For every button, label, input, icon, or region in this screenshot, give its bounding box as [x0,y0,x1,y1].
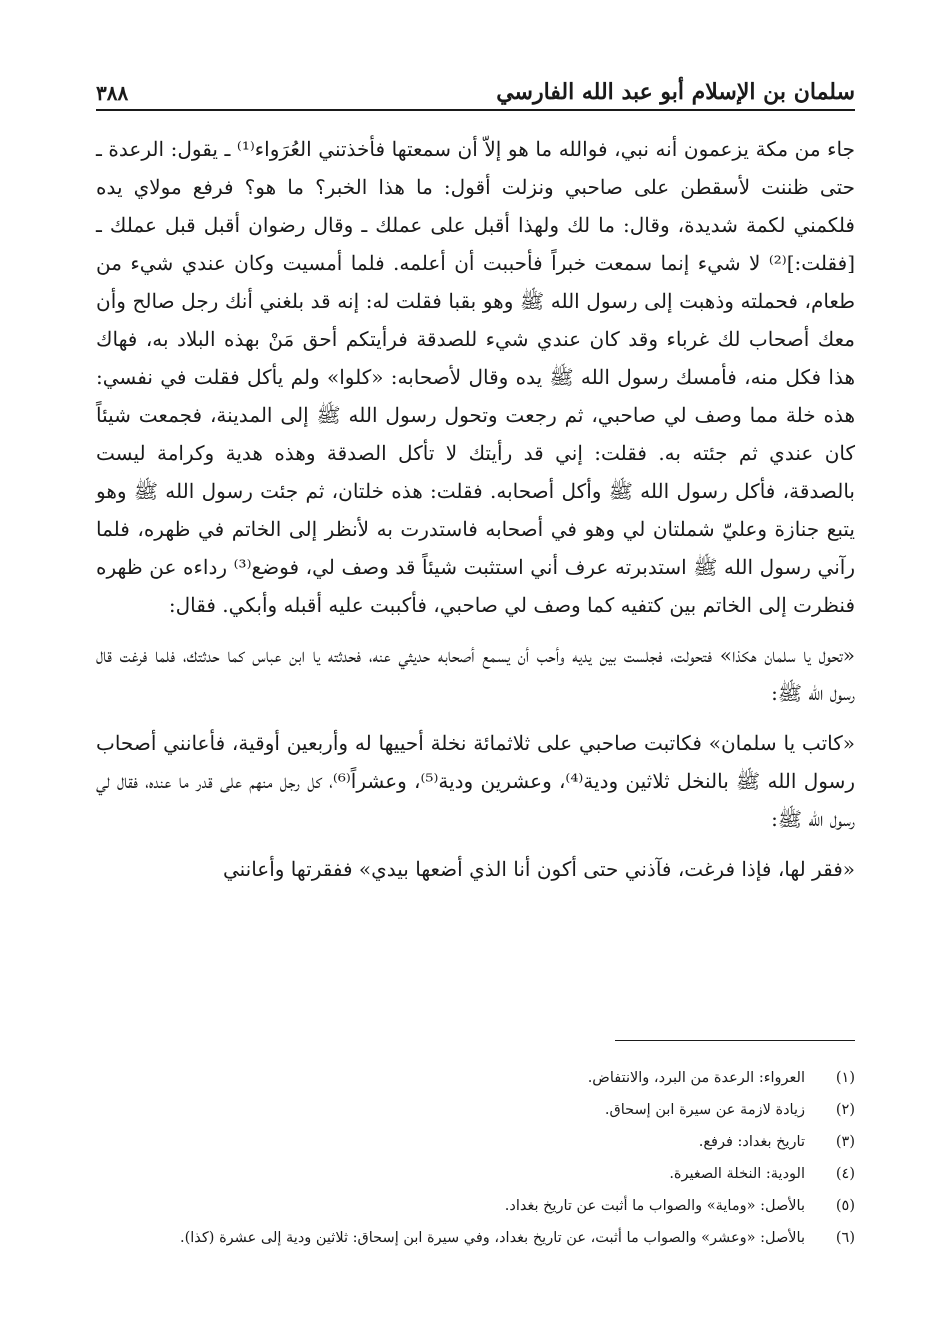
footnote-number: (٥) [835,1198,855,1214]
paragraph: جاء من مكة يزعمون أنه نبي، فوالله ما هو إلاّ أن سمعتها فأخذتني العُرَواء⁽¹⁾ ـ يقول: الرعدة ـ حتى ظننت لأسقطن على صاحبي ونزلت أقول: ما هذا الخبر؟ ما هو؟ فرفع مولاي يده فلكمني لكمة شديدة، وقال: ما لك ولهذا أقبل على عملك ـ وقال رضوان أقبل قبل عملك ـ [فقلت:]⁽²⁾ لا شيء إنما سمعت خبراً فأحببت أن أعلمه. فلما أمسيت وكان عندي شيء من طعام، فحملته وذهبت إلى رسول الله ﷺ وهو بقبا فقلت له: إنه قد بلغني أنك رجل صالح وأن معك أصحاب لك غرباء وقد كان عندي شيء للصدقة فرأيتكم أحق مَنْ بهذه البلاد به، فهاك هذا فكل منه، فأمسك رسول الله ﷺ يده وقال لأصحابه: «كلوا» ولم يأكل فقلت في نفسي: هذه خلة مما وصف لي صاحبي، ثم رجعت وتحول رسول الله ﷺ إلى المدينة، فجمعت شيئاً كان عندي ثم جئته به. فقلت: إني قد رأيتك لا تأكل الصدقة وهذه هدية وكرامة ليست بالصدقة، فأكل رسول الله ﷺ وأكل أصحابه. فقلت: هذه خلتان، ثم جئت رسول الله ﷺ وهو يتبع جنازة وعليّ شملتان لي وهو في أصحابه فاستدرت به لأنظر إلى الخاتم في ظهره، فلما رآني رسول الله ﷺ استدبرته عرف أني استثبت شيئاً قد وصف لي، فوضع⁽³⁾ رداءه عن ظهره فنظرت إلى الخاتم بين كتفيه كما وصف لي صاحبي، فأكببت عليه أقبله وأبكي. فقال: [96,137,855,617]
paragraph: «كاتب يا سلمان» فكاتبت صاحبي على ثلاثمائة نخلة أحييها له وأربعين أوقية، فأعانني أصحاب رسول الله ﷺ بالنخل ثلاثين ودية⁽⁴⁾، وعشرين ودية⁽⁵⁾، وعشراً⁽⁶⁾، كل رجل منهم على قدر ما عنده، فقال لي رسول الله ﷺ: [96,731,855,831]
footnote-text: تاريخ بغداد: فرفع. [698,1134,805,1150]
footnote [96,1158,855,1190]
page-number: ٣٨٨ [96,81,129,105]
footnotes [96,1062,855,1254]
footnote [96,1190,855,1222]
footnote-number: (١) [835,1070,855,1086]
footnote [96,1126,855,1158]
footnote-text: العرواء: الرعدة من البرد، والانتفاض. [587,1070,805,1086]
header-rule [96,109,855,111]
running-head-title: سلمان بن الإسلام أبو عبد الله الفارسي [496,79,855,105]
footnote-text: بالأصل: «وماية» والصواب ما أثبت عن تاريخ بغداد. [504,1198,805,1214]
footnote-text: الودية: النخلة الصغيرة. [669,1166,805,1182]
footnote [96,1222,855,1254]
footnote [96,1094,855,1126]
main-text [96,130,855,888]
paragraph: «فقر لها، فإذا فرغت، فآذني حتى أكون أنا الذي أضعها بيدي» ففقرتها وأعانني [222,857,855,881]
footnote-rule [615,1040,855,1041]
footnote-number: (٢) [835,1102,855,1118]
footnote-number: (٦) [835,1230,855,1246]
footnote-number: (٤) [835,1166,855,1182]
footnote-text: بالأصل: «وعشر» والصواب ما أثبت، عن تاريخ بغداد، وفي سيرة ابن إسحاق: ثلاثين ودية إلى عشرة (كذا). [180,1230,805,1246]
paragraph: «تحول يا سلمان هكذا» فتحولت، فجلست بين يديه وأحب أن يسمع أصحابه حديثي عنه، فحدثته يا ابن عباس كما حدثتك، فلما فرغت قال رسول الله ﷺ: [96,643,855,705]
running-header [96,55,855,105]
footnote [96,1062,855,1094]
footnote-text: زيادة لازمة عن سيرة ابن إسحاق. [604,1102,805,1118]
footnote-number: (٣) [835,1134,855,1150]
